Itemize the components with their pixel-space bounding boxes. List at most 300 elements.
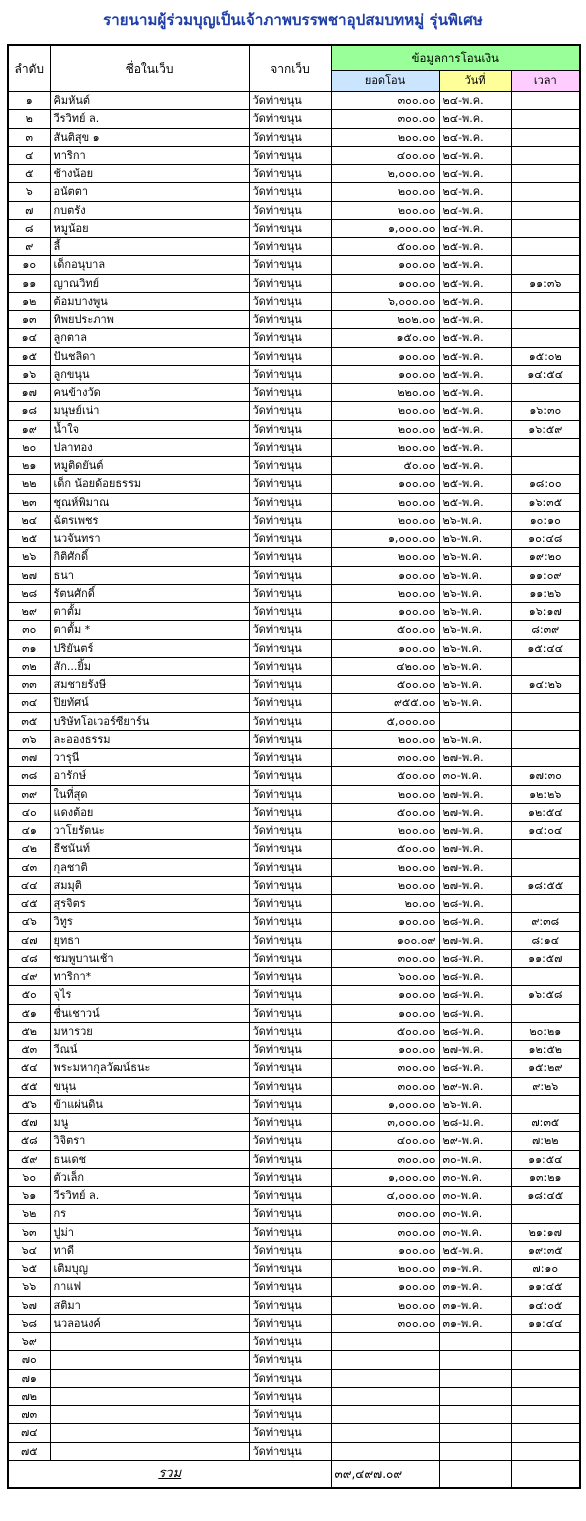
cell-source: วัดท่าขนุน [249, 1241, 331, 1259]
cell-source: วัดท่าขนุน [249, 1223, 331, 1241]
cell-no: ๑๐ [8, 256, 50, 274]
cell-date: ๒๔-พ.ค. [439, 165, 511, 183]
cell-name: ลูกขนุน [50, 365, 249, 383]
table-row [8, 822, 580, 840]
cell-amount: ๒,๐๐๐.๐๐ [331, 165, 439, 183]
table-row [8, 657, 580, 675]
cell-time: ๑๗:๓๐ [511, 767, 580, 785]
cell-date: ๒๗-พ.ค. [439, 785, 511, 803]
cell-amount [331, 1387, 439, 1405]
cell-date: ๒๖-พ.ค. [439, 694, 511, 712]
cell-time: ๑๒:๒๖ [511, 785, 580, 803]
cell-amount: ๒๐๐.๐๐ [331, 1296, 439, 1314]
cell-no: ๑๖ [8, 365, 50, 383]
cell-amount: ๑๐๐.๐๙ [331, 931, 439, 949]
cell-amount: ๑๐๐.๐๐ [331, 1041, 439, 1059]
cell-date: ๒๗-พ.ค. [439, 858, 511, 876]
cell-source: วัดท่าขนุน [249, 183, 331, 201]
table-row [8, 256, 580, 274]
cell-name: บริษัทโอเวอร์ซียาร์น [50, 712, 249, 730]
cell-amount: ๓๐๐.๐๐ [331, 1314, 439, 1332]
table-row [8, 1333, 580, 1351]
table-row [8, 840, 580, 858]
cell-amount: ๖,๐๐๐.๐๐ [331, 292, 439, 310]
cell-amount: ๑๐๐.๐๐ [331, 913, 439, 931]
cell-source: วัดท่าขนุน [249, 92, 331, 110]
cell-source: วัดท่าขนุน [249, 1424, 331, 1442]
table-row [8, 1223, 580, 1241]
cell-no: ๔๘ [8, 949, 50, 967]
cell-date: ๒๘-พ.ค. [439, 968, 511, 986]
cell-time: ๑๒:๕๔ [511, 803, 580, 821]
cell-name [50, 1424, 249, 1442]
table-row [8, 1369, 580, 1387]
cell-no: ๒๘ [8, 584, 50, 602]
cell-date [439, 1387, 511, 1405]
table-row [8, 1296, 580, 1314]
cell-date: ๒๘-พ.ค. [439, 913, 511, 931]
cell-name: ชุณห์พิมาณ [50, 493, 249, 511]
cell-name: ต้อมบางพูน [50, 292, 249, 310]
cell-amount: ๒๐๐.๐๐ [331, 493, 439, 511]
cell-source: วัดท่าขนุน [249, 1205, 331, 1223]
cell-no: ๖๑ [8, 1187, 50, 1205]
cell-name: ตาตั้ม [50, 603, 249, 621]
cell-date: ๒๕-พ.ค. [439, 493, 511, 511]
table-row [8, 712, 580, 730]
cell-date: ๒๕-พ.ค. [439, 438, 511, 456]
cell-time [511, 1387, 580, 1405]
cell-name: ชื่นเชาวน์ [50, 1004, 249, 1022]
table-row [8, 420, 580, 438]
cell-no: ๓๖ [8, 730, 50, 748]
cell-time: ๑๕:๐๒ [511, 347, 580, 365]
cell-source: วัดท่าขนุน [249, 1041, 331, 1059]
cell-no: ๑๙ [8, 420, 50, 438]
cell-source: วัดท่าขนุน [249, 1369, 331, 1387]
cell-time [511, 749, 580, 767]
cell-name: ตัวเล็ก [50, 1168, 249, 1186]
cell-name: สุรจิตร [50, 895, 249, 913]
cell-amount: ๙๕๕.๐๐ [331, 694, 439, 712]
cell-date: ๓๑-พ.ค. [439, 1278, 511, 1296]
cell-name: ชมพูบานเช้า [50, 949, 249, 967]
cell-no: ๒๒ [8, 475, 50, 493]
cell-name: คนข้างวัด [50, 384, 249, 402]
table-row [8, 110, 580, 128]
cell-source: วัดท่าขนุน [249, 493, 331, 511]
cell-time: ๗:๓๕ [511, 1114, 580, 1132]
cell-no: ๖๙ [8, 1333, 50, 1351]
cell-time: ๑๑:๔๕ [511, 1278, 580, 1296]
cell-name: ปลาทอง [50, 438, 249, 456]
cell-name: ลี้ [50, 238, 249, 256]
cell-source: วัดท่าขนุน [249, 402, 331, 420]
cell-amount: ๓๐๐.๐๐ [331, 749, 439, 767]
cell-source: วัดท่าขนุน [249, 347, 331, 365]
table-row [8, 785, 580, 803]
cell-amount: ๒๐๐.๐๐ [331, 511, 439, 529]
header-no: ลำดับ [8, 45, 50, 92]
cell-source: วัดท่าขนุน [249, 730, 331, 748]
cell-name: วารุนี [50, 749, 249, 767]
cell-no: ๔ [8, 146, 50, 164]
cell-source: วัดท่าขนุน [249, 876, 331, 894]
cell-time [511, 329, 580, 347]
cell-date: ๒๘-พ.ค. [439, 949, 511, 967]
cell-source: วัดท่าขนุน [249, 329, 331, 347]
cell-date: ๒๙-พ.ค. [439, 1077, 511, 1095]
cell-time [511, 1205, 580, 1223]
cell-time: ๑๓:๒๑ [511, 1168, 580, 1186]
cell-name: มนู [50, 1114, 249, 1132]
cell-no: ๖๕ [8, 1260, 50, 1278]
cell-amount: ๒๐๐.๐๐ [331, 402, 439, 420]
cell-name: คิมหันต์ [50, 92, 249, 110]
cell-name: เด็ก น้อยด้อยธรรม [50, 475, 249, 493]
table-row [8, 968, 580, 986]
cell-name: สมชายรังษี [50, 676, 249, 694]
cell-name: สันติสุข ๑ [50, 128, 249, 146]
donor-table [7, 44, 581, 1489]
cell-name: วีรวิทย์ ล. [50, 1187, 249, 1205]
cell-date: ๒๖-พ.ค. [439, 566, 511, 584]
table-row [8, 730, 580, 748]
cell-date: ๓๐-พ.ค. [439, 1205, 511, 1223]
cell-amount: ๑๐๐.๐๐ [331, 256, 439, 274]
cell-source: วัดท่าขนุน [249, 1077, 331, 1095]
cell-time: ๒๑:๑๗ [511, 1223, 580, 1241]
table-row [8, 347, 580, 365]
cell-date: ๒๖-พ.ค. [439, 1095, 511, 1113]
cell-no: ๔๕ [8, 895, 50, 913]
cell-time [511, 201, 580, 219]
cell-name: ยุทธา [50, 931, 249, 949]
cell-name: สมมุติ [50, 876, 249, 894]
cell-no: ๖๘ [8, 1314, 50, 1332]
cell-name: เติมบุญ [50, 1260, 249, 1278]
cell-no: ๑๑ [8, 274, 50, 292]
cell-date: ๒๔-พ.ค. [439, 183, 511, 201]
table-row [8, 183, 580, 201]
cell-no: ๗ [8, 201, 50, 219]
cell-time: ๑๘:๔๕ [511, 1187, 580, 1205]
cell-amount: ๔,๐๐๐.๐๐ [331, 1187, 439, 1205]
cell-source: วัดท่าขนุน [249, 530, 331, 548]
table-row [8, 201, 580, 219]
cell-amount: ๒๐๐.๐๐ [331, 584, 439, 602]
cell-time [511, 1351, 580, 1369]
table-row [8, 876, 580, 894]
cell-date [439, 1351, 511, 1369]
total-time-cell [511, 1460, 580, 1488]
table-row [8, 621, 580, 639]
cell-name: วาโยรัตนะ [50, 822, 249, 840]
table-row [8, 639, 580, 657]
cell-source: วัดท่าขนุน [249, 365, 331, 383]
cell-time: ๗:๒๒ [511, 1132, 580, 1150]
cell-source: วัดท่าขนุน [249, 292, 331, 310]
cell-date: ๒๕-พ.ค. [439, 384, 511, 402]
cell-date: ๒๖-พ.ค. [439, 530, 511, 548]
cell-time [511, 183, 580, 201]
cell-no: ๕๖ [8, 1095, 50, 1113]
cell-no: ๓ [8, 128, 50, 146]
cell-time: ๑๖:๕๘ [511, 986, 580, 1004]
cell-date: ๒๖-พ.ค. [439, 676, 511, 694]
cell-name: จุไร [50, 986, 249, 1004]
cell-amount: ๑๐๐.๐๐ [331, 603, 439, 621]
cell-date: ๒๕-พ.ค. [439, 457, 511, 475]
cell-time: ๑๔:๐๕ [511, 1296, 580, 1314]
cell-name: วิจิตรา [50, 1132, 249, 1150]
cell-amount: ๒๐๐.๐๐ [331, 420, 439, 438]
cell-date: ๒๙-พ.ค. [439, 1132, 511, 1150]
cell-date: ๒๖-พ.ค. [439, 603, 511, 621]
cell-amount: ๓๐๐.๐๐ [331, 110, 439, 128]
cell-amount: ๒๐๐.๐๐ [331, 730, 439, 748]
cell-no: ๖๔ [8, 1241, 50, 1259]
cell-date [439, 1406, 511, 1424]
cell-no: ๖๐ [8, 1168, 50, 1186]
cell-source: วัดท่าขนุน [249, 274, 331, 292]
table-row [8, 475, 580, 493]
cell-name [50, 1369, 249, 1387]
cell-no: ๗๒ [8, 1387, 50, 1405]
cell-date: ๒๗-พ.ค. [439, 840, 511, 858]
cell-no: ๒๔ [8, 511, 50, 529]
cell-date: ๒๗-พ.ค. [439, 931, 511, 949]
cell-amount: ๒๐๐.๐๐ [331, 128, 439, 146]
table-row [8, 1187, 580, 1205]
cell-time: ๑๖:๓๕ [511, 493, 580, 511]
table-row [8, 694, 580, 712]
cell-source: วัดท่าขนุน [249, 986, 331, 1004]
cell-date: ๓๐-พ.ค. [439, 1187, 511, 1205]
cell-date: ๒๕-พ.ค. [439, 420, 511, 438]
cell-source: วัดท่าขนุน [249, 584, 331, 602]
cell-name: วิทูร [50, 913, 249, 931]
cell-no: ๒๑ [8, 457, 50, 475]
cell-no: ๕๑ [8, 1004, 50, 1022]
cell-no: ๔๐ [8, 803, 50, 821]
cell-date: ๒๖-พ.ค. [439, 657, 511, 675]
cell-date: ๒๘-พ.ค. [439, 895, 511, 913]
table-row [8, 1387, 580, 1405]
cell-amount: ๒๐๐.๐๐ [331, 858, 439, 876]
cell-source: วัดท่าขนุน [249, 165, 331, 183]
cell-amount [331, 1406, 439, 1424]
cell-time: ๙:๒๖ [511, 1077, 580, 1095]
cell-no: ๖๗ [8, 1296, 50, 1314]
cell-date: ๒๕-พ.ค. [439, 329, 511, 347]
table-row [8, 165, 580, 183]
cell-name: เด็กอนุบาล [50, 256, 249, 274]
cell-no: ๕๙ [8, 1150, 50, 1168]
cell-date [439, 712, 511, 730]
cell-no: ๓๙ [8, 785, 50, 803]
table-row [8, 219, 580, 237]
cell-amount: ๓๐๐.๐๐ [331, 1150, 439, 1168]
cell-time: ๑๖:๓๐ [511, 402, 580, 420]
cell-no: ๗๐ [8, 1351, 50, 1369]
table-row [8, 1314, 580, 1332]
cell-amount: ๒๐๐.๐๐ [331, 822, 439, 840]
cell-amount: ๑๐๐.๐๐ [331, 986, 439, 1004]
cell-no: ๔๒ [8, 840, 50, 858]
table-row [8, 949, 580, 967]
cell-time [511, 858, 580, 876]
cell-date: ๓๑-พ.ค. [439, 1260, 511, 1278]
header-source: จากเว็บ [249, 45, 331, 92]
cell-source: วัดท่าขนุน [249, 895, 331, 913]
cell-time: ๑๙:๒๐ [511, 548, 580, 566]
total-date-cell [439, 1460, 511, 1488]
cell-name: ทาริกา* [50, 968, 249, 986]
cell-name: แดงต้อย [50, 803, 249, 821]
cell-name: พระมหากุลวัฒน์ธนะ [50, 1059, 249, 1077]
cell-time [511, 730, 580, 748]
cell-source: วัดท่าขนุน [249, 1278, 331, 1296]
cell-time: ๑๑:๕๔ [511, 1150, 580, 1168]
cell-no: ๑๓ [8, 311, 50, 329]
cell-time: ๑๖:๕๙ [511, 420, 580, 438]
table-body [8, 92, 580, 1461]
cell-name: ช้างน้อย [50, 165, 249, 183]
table-row [8, 913, 580, 931]
table-row [8, 749, 580, 767]
cell-amount: ๒๐๐.๐๐ [331, 183, 439, 201]
table-row [8, 1406, 580, 1424]
cell-name: สติมา [50, 1296, 249, 1314]
cell-time [511, 840, 580, 858]
cell-date: ๒๖-พ.ค. [439, 511, 511, 529]
cell-amount: ๒๐๐.๐๐ [331, 1260, 439, 1278]
cell-source: วัดท่าขนุน [249, 1351, 331, 1369]
table-row [8, 1260, 580, 1278]
cell-name: รัตนศักดิ์ [50, 584, 249, 602]
cell-time: ๑๙:๓๕ [511, 1241, 580, 1259]
cell-no: ๖๒ [8, 1205, 50, 1223]
cell-time [511, 1369, 580, 1387]
cell-amount: ๒๒๐.๐๐ [331, 384, 439, 402]
table-row [8, 566, 580, 584]
cell-name: ปูม่า [50, 1223, 249, 1241]
cell-source: วัดท่าขนุน [249, 858, 331, 876]
cell-time: ๑๕:๔๔ [511, 639, 580, 657]
cell-time: ๘:๓๙ [511, 621, 580, 639]
cell-date: ๒๔-พ.ค. [439, 146, 511, 164]
cell-source: วัดท่าขนุน [249, 238, 331, 256]
cell-time [511, 128, 580, 146]
cell-amount: ๒๐๐.๐๐ [331, 201, 439, 219]
table-row [8, 92, 580, 110]
cell-date: ๒๕-พ.ค. [439, 365, 511, 383]
cell-time [511, 256, 580, 274]
cell-no: ๔๗ [8, 931, 50, 949]
cell-source: วัดท่าขนุน [249, 657, 331, 675]
cell-date: ๒๖-พ.ค. [439, 548, 511, 566]
cell-no: ๕๗ [8, 1114, 50, 1132]
cell-source: วัดท่าขนุน [249, 1314, 331, 1332]
table-row [8, 384, 580, 402]
cell-amount: ๓๐๐.๐๐ [331, 1077, 439, 1095]
cell-date [439, 1442, 511, 1460]
cell-amount: ๕๐๐.๐๐ [331, 803, 439, 821]
cell-no: ๑๔ [8, 329, 50, 347]
table-row [8, 1114, 580, 1132]
cell-source: วัดท่าขนุน [249, 1114, 331, 1132]
cell-source: วัดท่าขนุน [249, 603, 331, 621]
cell-source: วัดท่าขนุน [249, 840, 331, 858]
cell-date: ๒๔-พ.ค. [439, 128, 511, 146]
cell-no: ๑๕ [8, 347, 50, 365]
cell-amount: ๑,๐๐๐.๐๐ [331, 530, 439, 548]
table-row [8, 1424, 580, 1442]
cell-no: ๙ [8, 238, 50, 256]
cell-name: ฉัตรเพชร [50, 511, 249, 529]
cell-amount [331, 1333, 439, 1351]
table-row [8, 238, 580, 256]
cell-amount: ๑๐๐.๐๐ [331, 1278, 439, 1296]
cell-source: วัดท่าขนุน [249, 1095, 331, 1113]
cell-no: ๕ [8, 165, 50, 183]
cell-amount: ๒๐๒.๐๐ [331, 311, 439, 329]
cell-amount: ๑,๐๐๐.๐๐ [331, 1168, 439, 1186]
cell-name: มหารวย [50, 1022, 249, 1040]
table-row [8, 146, 580, 164]
cell-source: วัดท่าขนุน [249, 311, 331, 329]
cell-date: ๒๕-พ.ค. [439, 238, 511, 256]
cell-amount: ๓,๐๐๐.๐๐ [331, 1114, 439, 1132]
cell-date: ๒๕-พ.ค. [439, 256, 511, 274]
cell-name: หมูติดยันต์ [50, 457, 249, 475]
cell-source: วัดท่าขนุน [249, 1168, 331, 1186]
cell-date: ๒๗-พ.ค. [439, 822, 511, 840]
cell-amount: ๑๐๐.๐๐ [331, 639, 439, 657]
cell-no: ๓๗ [8, 749, 50, 767]
cell-no: ๒ [8, 110, 50, 128]
cell-source: วัดท่าขนุน [249, 1296, 331, 1314]
cell-amount: ๔๐๐.๐๐ [331, 1132, 439, 1150]
cell-date: ๒๖-พ.ค. [439, 621, 511, 639]
cell-source: วัดท่าขนุน [249, 128, 331, 146]
table-row [8, 365, 580, 383]
cell-no: ๗๓ [8, 1406, 50, 1424]
table-row [8, 767, 580, 785]
cell-date: ๓๐-พ.ค. [439, 767, 511, 785]
table-row [8, 493, 580, 511]
cell-name: ปันชลิดา [50, 347, 249, 365]
cell-time [511, 384, 580, 402]
cell-date [439, 1424, 511, 1442]
cell-source: วัดท่าขนุน [249, 566, 331, 584]
table-row [8, 1241, 580, 1259]
cell-time [511, 968, 580, 986]
table-row [8, 128, 580, 146]
table-row [8, 457, 580, 475]
cell-amount: ๑๐๐.๐๐ [331, 1241, 439, 1259]
cell-time: ๑๘:๐๐ [511, 475, 580, 493]
cell-no: ๓๑ [8, 639, 50, 657]
header-date: วันที่ [439, 71, 511, 92]
cell-name: หมูน้อย [50, 219, 249, 237]
table-row [8, 1168, 580, 1186]
table-row [8, 858, 580, 876]
cell-source: วัดท่าขนุน [249, 639, 331, 657]
cell-source: วัดท่าขนุน [249, 548, 331, 566]
cell-amount: ๒๐๐.๐๐ [331, 548, 439, 566]
